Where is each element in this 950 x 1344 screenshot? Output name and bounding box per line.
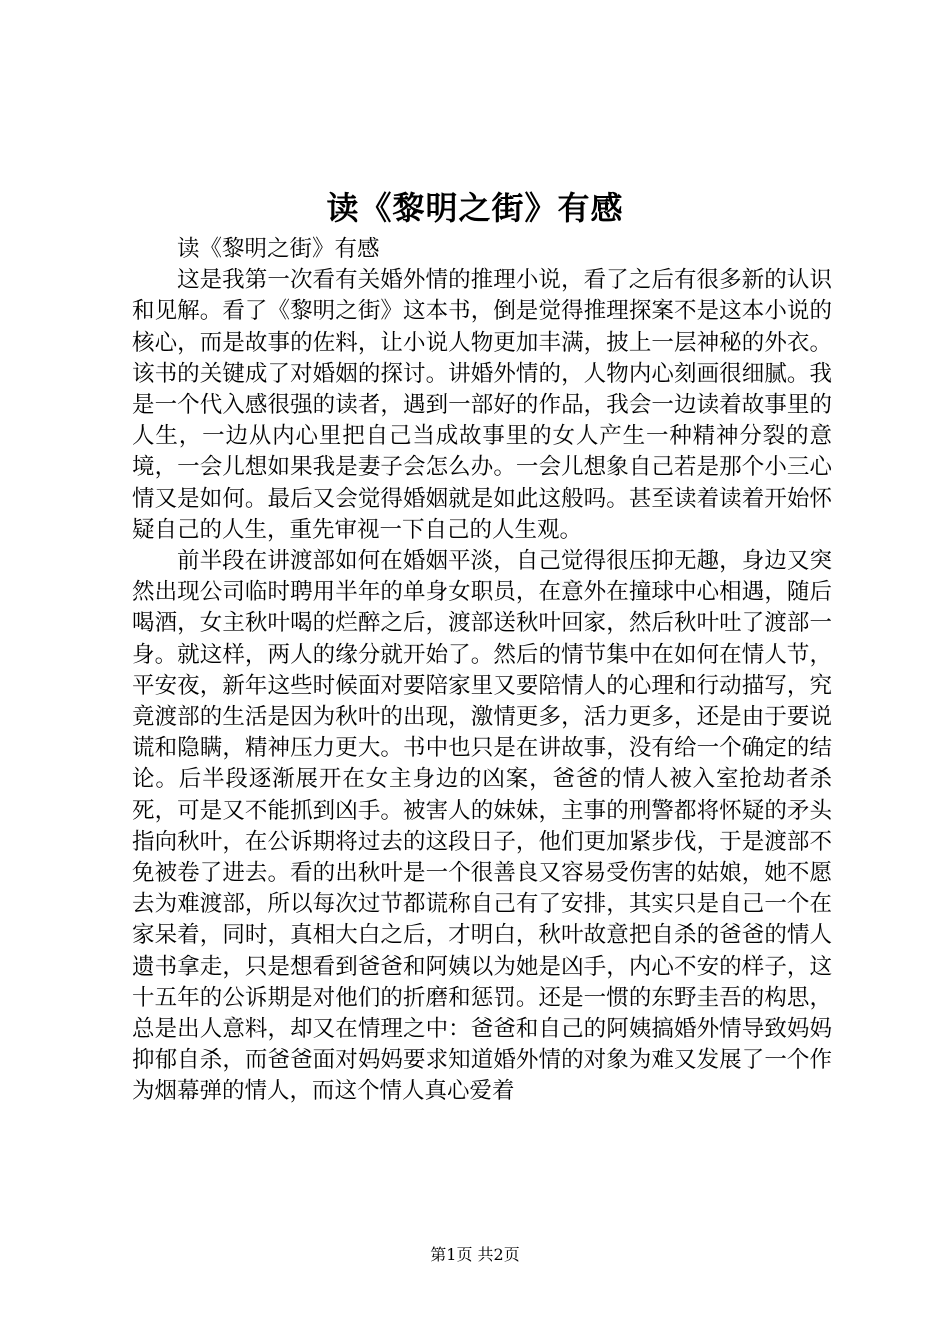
document-title: 读《黎明之街》有感 — [326, 189, 624, 227]
document-body — [132, 234, 832, 1108]
paragraph-2: 前半段在讲渡部如何在婚姻平淡，自己觉得很压抑无趣，身边又突然出现公司临时聘用半年的单身女职员，在意外在撞球中心相遇，随后喝酒，女主秋叶喝的烂醉之后，渡部送秋叶回家，然后秋叶吐了渡部一身。就这样，两人的缘分就开始了。然后的情节集中在如何在情人节，平安夜，新年这些时候面对要陪家里又要陪情人的心理和行动描写，究竟渡部的生活是因为秋叶的出现，激情更多，活力更多，还是由于要说谎和隐瞒，精神压力更大。书中也只是在讲故事，没有给一个确定的结论。后半段逐渐展开在女主身边的凶案，爸爸的情人被入室抢劫者杀死，可是又不能抓到凶手。被害人的妹妹，主事的刑警都将怀疑的矛头指向秋叶，在公诉期将过去的这段日子，他们更加紧步伐，于是渡部不免被卷了进去。看的出秋叶是一个很善良又容易受伤害的姑娘，她不愿去为难渡部，所以每次过节都谎称自己有了安排，其实只是自己一个在家呆着，同时，真相大白之后，才明白，秋叶故意把自杀的爸爸的情人遗书拿走，只是想看到爸爸和阿姨以为她是凶手，内心不安的样子，这十五年的公诉期是对他们的折磨和惩罚。还是一惯的东野圭吾的构思，总是出人意料，却又在情理之中：爸爸和自己的阿姨搞婚外情导致妈妈抑郁自杀，而爸爸面对妈妈要求知道婚外情的对象为难又发展了一个作为烟幕弹的情人，而这个情人真心爱着 — [132, 548, 832, 1105]
paragraph-1: 这是我第一次看有关婚外情的推理小说，看了之后有很多新的认识和见解。看了《黎明之街》这本书，倒是觉得推理探案不是这本小说的核心，而是故事的佐料，让小说人物更加丰满，披上一层神秘的外衣。该书的关键成了对婚姻的探讨。讲婚外情的，人物内心刻画很细腻。我是一个代入感很强的读者，遇到一部好的作品，我会一边读着故事里的人生，一边从内心里把自己当成故事里的女人产生一种精神分裂的意境，一会儿想如果我是妻子会怎么办。一会儿想象自己若是那个小三心情又是如何。最后又会觉得婚姻就是如此这般吗。甚至读着读着开始怀疑自己的人生，重先审视一下自己的人生观。 — [132, 267, 832, 543]
paragraph-subtitle: 读《黎明之街》有感 — [177, 236, 380, 262]
page-footer: 第1页 共2页 — [430, 1245, 520, 1264]
